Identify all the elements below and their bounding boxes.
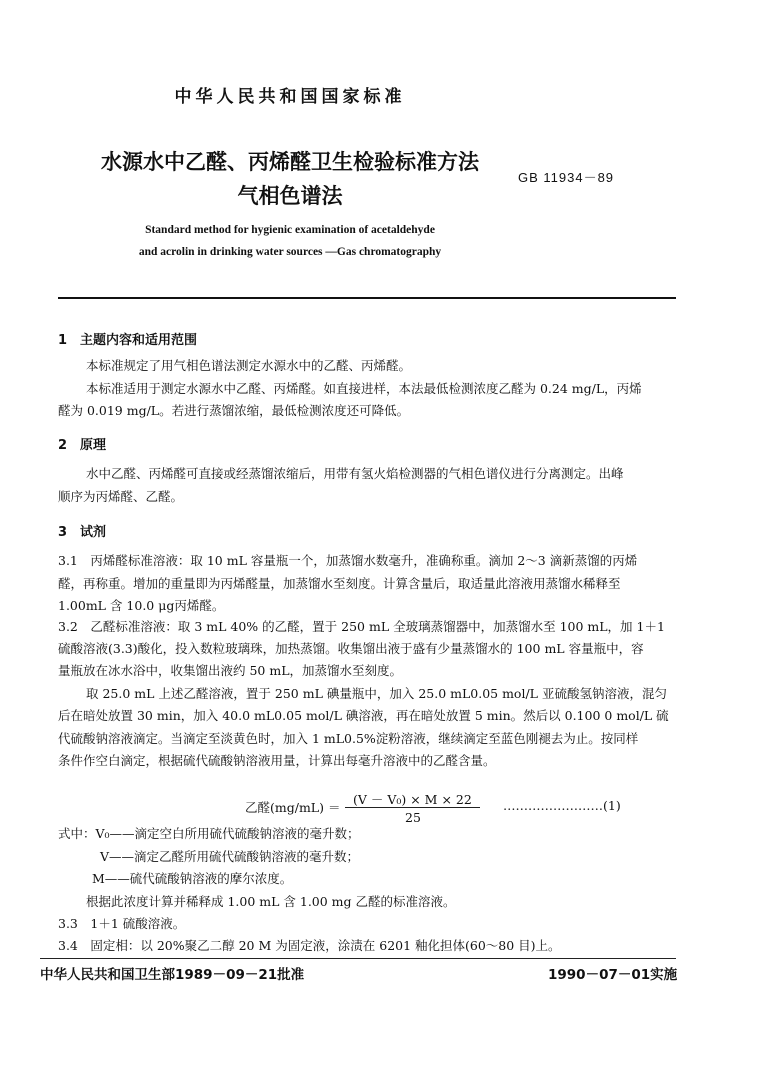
formula-where-v0: 式中：V₀——滴定空白所用硫代硫酸钠溶液的毫升数；: [58, 826, 360, 841]
section-2-paragraph-line-1: 水中乙醛、丙烯醛可直接或经蒸馏浓缩后，用带有氢火焰检测器的气相色谱仪进行分离测定。出峰: [86, 466, 624, 481]
clause-3-2-line-3: 量瓶放在冰水浴中，收集馏出液约 50 mL，加蒸馏水至刻度。: [58, 663, 403, 678]
clause-3-1-line-1: 3.1 丙烯醛标准溶液：取 10 mL 容量瓶一个，加蒸馏水数毫升，准确称重。滴加 2～3 滴新蒸馏的丙烯: [58, 553, 638, 568]
english-title-line-2: and acrolin in drinking water sources —Gas chromatography: [138, 246, 442, 258]
clause-3-1-line-2: 醛，再称重。增加的重量即为丙烯醛量，加蒸馏水至刻度。计算含量后，取适量此溶液用蒸馏水稀释至: [58, 576, 621, 591]
clause-3-2-line-1: 3.2 乙醛标准溶液：取 3 mL 40% 的乙醛，置于 250 mL 全玻璃蒸馏器中，加蒸馏水至 100 mL，加 1＋1: [58, 619, 665, 634]
clause-3-2-line-7: 条件作空白滴定，根据硫代硫酸钠溶液用量，计算出每毫升溶液中的乙醛含量。: [58, 753, 496, 768]
formula-where-m: M——硫代硫酸钠溶液的摩尔浓度。: [92, 871, 293, 886]
section-2-paragraph-line-2: 顺序为丙烯醛、乙醛。: [58, 489, 184, 504]
title-line-2: 气相色谱法: [237, 184, 343, 208]
formula-numerator: (V － V₀) × M × 22: [353, 792, 472, 807]
formula-fraction-bar: [345, 807, 480, 808]
approval-date: 中华人民共和国卫生部1989－09－21批准: [40, 967, 305, 983]
clause-3-2-line-6: 代硫酸钠溶液滴定。当滴定至淡黄色时，加入 1 mL0.5%淀粉溶液，继续滴定至蓝色刚褪去为止。按同样: [58, 731, 639, 746]
clause-3-4: 3.4 固定相：以 20%聚乙二醇 20 M 为固定液，涂渍在 6201 釉化担体(60～80 目)上。: [58, 938, 561, 953]
section-3-heading: 3 试剂: [58, 525, 107, 540]
dilution-note: 根据此浓度计算并稀释成 1.00 mL 含 1.00 mg 乙醛的标准溶液。: [86, 894, 456, 909]
formula-denominator: 25: [405, 810, 421, 825]
clause-3-2-line-2: 硫酸溶液(3.3)酸化，投入数粒玻璃珠，加热蒸馏。收集馏出液于盛有少量蒸馏水的 100 mL 容量瓶中，容: [58, 641, 644, 656]
section-2-heading: 2 原理: [58, 438, 107, 453]
clause-3-2-line-4: 取 25.0 mL 上述乙醛溶液，置于 250 mL 碘量瓶中，加入 25.0 mL0.05 mol/L 亚硫酸氢钠溶液，混匀: [86, 686, 667, 701]
header-rule: [58, 297, 676, 299]
formula-lhs: 乙醛(mg/mL) ＝: [245, 800, 341, 815]
title-line-1: 水源水中乙醛、丙烯醛卫生检验标准方法: [101, 150, 479, 174]
section-1-heading: 1 主题内容和适用范围: [58, 333, 198, 348]
footer-rule: [40, 958, 676, 959]
formula-number: ……………………(1): [503, 798, 621, 813]
clause-3-2-line-5: 后在暗处放置 30 min，加入 40.0 mL0.05 mol/L 碘溶液，再在暗处放置 5 min。然后以 0.100 0 mol/L 硫: [58, 708, 669, 723]
section-1-paragraph-2-line-1: 本标准适用于测定水源水中乙醛、丙烯醛。如直接进样，本法最低检测浓度乙醛为 0.24 mg/L，丙烯: [86, 381, 642, 396]
formula-where-v: V——滴定乙醛所用硫代硫酸钠溶液的毫升数；: [100, 849, 360, 864]
english-title-line-1: Standard method for hygienic examination of acetaldehyde: [145, 224, 435, 236]
clause-3-1-line-3: 1.00mL 含 10.0 μg丙烯醛。: [58, 598, 225, 613]
standard-code: GB 11934－89: [518, 170, 615, 185]
section-1-paragraph-2-line-2: 醛为 0.019 mg/L。若进行蒸馏浓缩，最低检测浓度还可降低。: [58, 403, 410, 418]
clause-3-3: 3.3 1＋1 硫酸溶液。: [58, 916, 186, 931]
implementation-date: 1990－07－01实施: [548, 967, 678, 983]
section-1-paragraph-1: 本标准规定了用气相色谱法测定水源水中的乙醛、丙烯醛。: [86, 358, 412, 373]
standard-header: 中华人民共和国国家标准: [174, 87, 406, 107]
